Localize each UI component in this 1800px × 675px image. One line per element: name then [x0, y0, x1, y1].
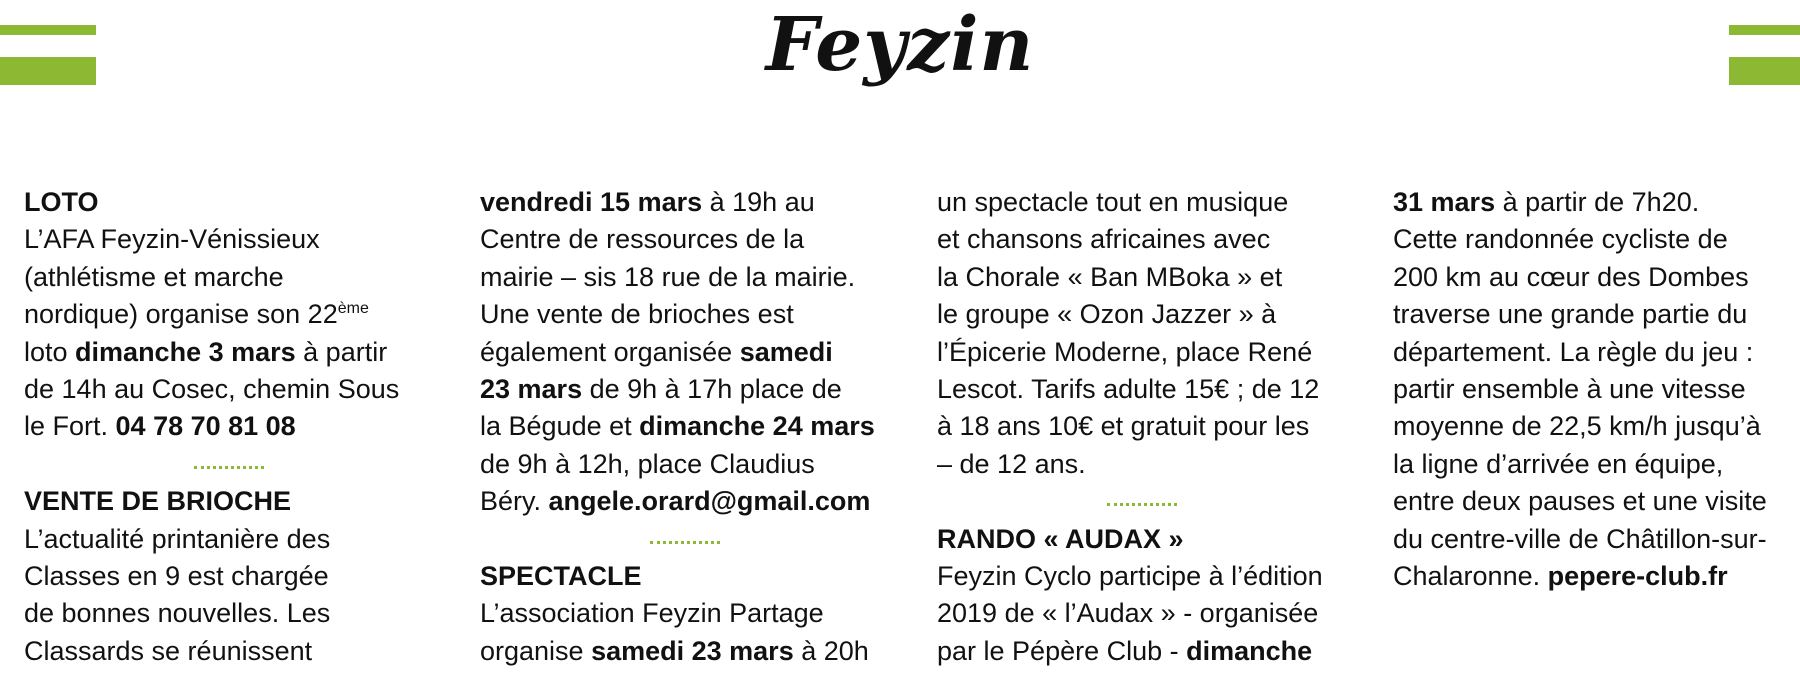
- rando-heading: RANDO « AUDAX »: [937, 523, 1184, 554]
- rando-text-line: moyenne de 22,5 km/h jusqu’à: [1393, 411, 1761, 442]
- spectacle-text-line: l’Épicerie Moderne, place René: [937, 336, 1313, 367]
- brioche-text-line: Béry. angele.orard@gmail.com: [480, 486, 871, 517]
- rando-text-line: partir ensemble à une vitesse: [1393, 373, 1746, 404]
- rando-text-line: département. La règle du jeu :: [1393, 336, 1754, 367]
- page-title: Feyzin: [765, 2, 1035, 88]
- superscript: ème: [337, 300, 369, 318]
- brioche-text-line: de 9h à 12h, place Claudius: [480, 448, 815, 479]
- rando-text-line: du centre-ville de Châtillon-sur-: [1393, 523, 1767, 554]
- brioche-text-line: mairie – sis 18 rue de la mairie.: [480, 261, 856, 292]
- spectacle-text-line: un spectacle tout en musique: [937, 187, 1289, 217]
- brioche-text-line: L’actualité printanière des: [24, 523, 331, 554]
- spectacle-text-line: et chansons africaines avec: [937, 224, 1271, 255]
- brioche-text-line: Classards se réunissent: [24, 635, 313, 666]
- column-1: [24, 184, 434, 670]
- column-2: [480, 184, 890, 670]
- brioche-text-line: de bonnes nouvelles. Les: [24, 598, 331, 629]
- rando-text-line: Chalaronne. pepere-club.fr: [1393, 560, 1728, 591]
- rando-text-line: par le Pépère Club - dimanche: [937, 635, 1313, 666]
- spectacle-text-line: – de 12 ans.: [937, 448, 1086, 479]
- brioche-text-line: Centre de ressources de la: [480, 224, 805, 255]
- spectacle-text-line: le groupe « Ozon Jazzer » à: [937, 299, 1277, 330]
- brioche-text-line: la Bégude et dimanche 24 mars: [480, 411, 875, 442]
- rando-text-line: 31 mars à partir de 7h20.: [1393, 187, 1700, 217]
- rando-text-line: traverse une grande partie du: [1393, 299, 1748, 330]
- brioche-text-line: Une vente de brioches est: [480, 299, 794, 330]
- spectacle-text-line: Lescot. Tarifs adulte 15€ ; de 12: [937, 373, 1320, 404]
- rando-text-line: entre deux pauses et une visite: [1393, 486, 1767, 517]
- loto-text-line: le Fort. 04 78 70 81 08: [24, 411, 296, 442]
- brioche-text-line: vendredi 15 mars à 19h au: [480, 187, 815, 217]
- dotted-separator: [24, 446, 434, 483]
- loto-text-line: L’AFA Feyzin-Vénissieux: [24, 224, 320, 255]
- rando-text-line: la ligne d’arrivée en équipe,: [1393, 448, 1724, 479]
- spectacle-text-line: organise samedi 23 mars à 20h: [480, 635, 869, 666]
- loto-text-line: loto dimanche 3 mars à partir: [24, 336, 388, 367]
- brioche-text-line: également organisée samedi: [480, 336, 833, 367]
- brioche-text-line: Classes en 9 est chargée: [24, 560, 329, 591]
- rando-text-line: 2019 de « l’Audax » - organisée: [937, 598, 1319, 629]
- brioche-heading: VENTE DE BRIOCHE: [24, 486, 292, 517]
- dotted-separator: [480, 521, 890, 558]
- loto-heading: LOTO: [24, 187, 99, 217]
- column-4: [1393, 184, 1800, 595]
- spectacle-heading: SPECTACLE: [480, 560, 642, 591]
- brioche-email: angele.orard@gmail.com: [548, 486, 871, 517]
- loto-text-line: de 14h au Cosec, chemin Sous: [24, 373, 400, 404]
- spectacle-text-line: la Chorale « Ban MBoka » et: [937, 261, 1283, 292]
- rando-text-line: Feyzin Cyclo participe à l’édition: [937, 560, 1323, 591]
- loto-text-line: (athlétisme et marche: [24, 261, 284, 292]
- brioche-text-line: 23 mars de 9h à 17h place de: [480, 373, 842, 404]
- loto-phone: 04 78 70 81 08: [115, 411, 296, 442]
- loto-text-line: nordique) organise son 22ème: [24, 299, 369, 330]
- rando-text-line: Cette randonnée cycliste de: [1393, 224, 1728, 255]
- dotted-separator: [937, 483, 1347, 520]
- rando-text-line: 200 km au cœur des Dombes: [1393, 261, 1749, 292]
- spectacle-text-line: à 18 ans 10€ et gratuit pour les: [937, 411, 1310, 442]
- spectacle-text-line: L’association Feyzin Partage: [480, 598, 824, 629]
- column-3: [937, 184, 1347, 670]
- rando-website: pepere-club.fr: [1547, 560, 1728, 591]
